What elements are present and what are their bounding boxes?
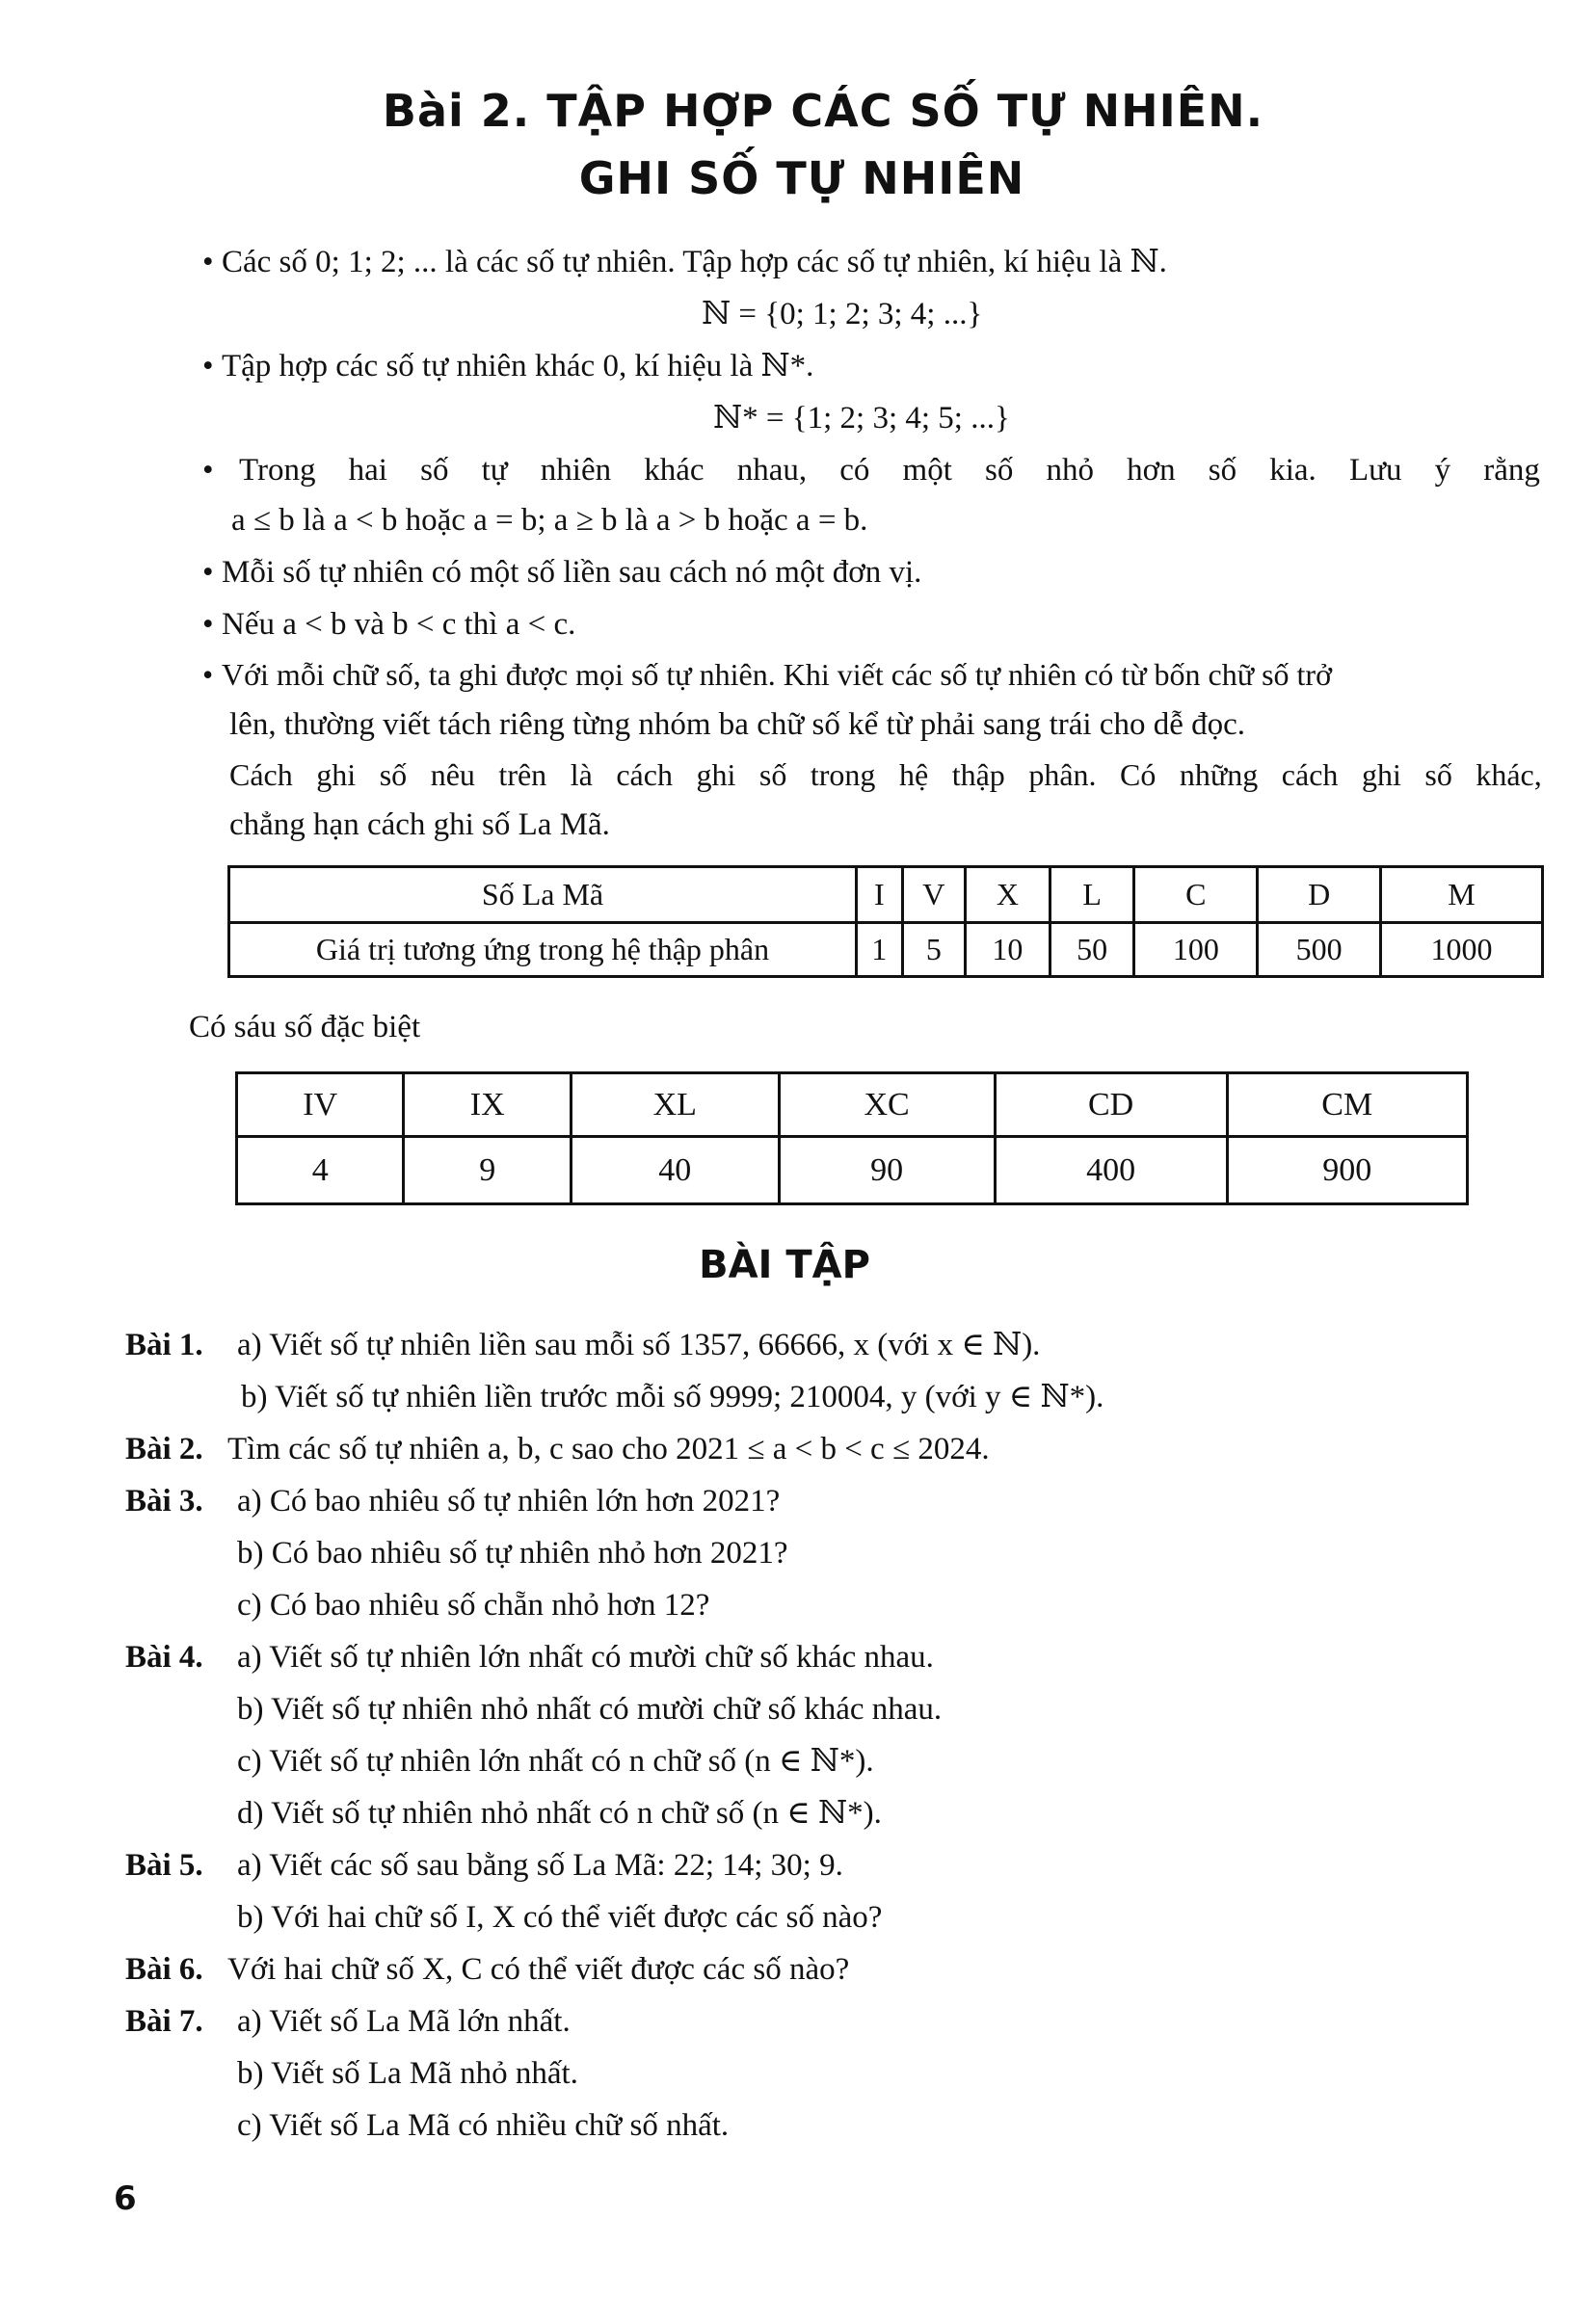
exercise-text: Với hai chữ số X, C có thể viết được các số nào?: [227, 1952, 850, 1987]
word: kia.: [1269, 453, 1316, 488]
decimal-value-cell: 100: [1134, 923, 1258, 977]
decimal-value-cell: 1000: [1381, 923, 1543, 977]
word: số: [379, 757, 408, 792]
roman-symbol-cell: XC: [779, 1073, 995, 1137]
word: phân.: [1028, 757, 1097, 792]
roman-symbol-cell: L: [1050, 867, 1134, 923]
word: Có: [1120, 757, 1157, 792]
exercise-text: a) Viết các số sau bằng số La Mã: 22; 14; 30; 9.: [237, 1848, 843, 1883]
theory-text: Tập hợp các số tự nhiên khác 0, kí hiệu là ℕ*.: [222, 349, 814, 383]
special-numbers-intro: Có sáu số đặc biệt: [189, 1010, 421, 1044]
exercise-5b: b) Với hai chữ số I, X có thể viết được các số nào?: [237, 1900, 883, 1935]
exercise-label: Bài 1.: [125, 1328, 203, 1362]
bullet-icon: •: [202, 245, 214, 279]
theory-bullet-6-cont: lên, thường viết tách riêng từng nhóm ba chữ số kể từ phải sang trái cho dễ đọc.: [229, 707, 1245, 742]
decimal-value-cell: 4: [237, 1137, 404, 1204]
word: ghi: [1361, 757, 1401, 792]
roman-symbol-cell: C: [1134, 867, 1258, 923]
exercise-text: a) Viết số tự nhiên liền sau mỗi số 1357, 66666, x (với x ∈ ℕ).: [237, 1328, 1041, 1362]
decimal-value-cell: 10: [966, 923, 1050, 977]
word: khác,: [1476, 757, 1542, 792]
exercise-4b: b) Viết số tự nhiên nhỏ nhất có mười chữ số khác nhau.: [237, 1692, 943, 1727]
theory-bullet-4: [202, 553, 921, 592]
exercise-label: Bài 4.: [125, 1640, 203, 1675]
word: số: [420, 453, 449, 488]
exercise-4c: c) Viết số tự nhiên lớn nhất có n chữ số (n ∈ ℕ*).: [237, 1744, 874, 1779]
special-roman-table: [235, 1071, 1469, 1205]
exercise-7a: [125, 2002, 571, 2041]
roman-intro-line: [229, 755, 1542, 794]
word: những: [1179, 757, 1259, 792]
word: số: [985, 453, 1014, 488]
word: Cách: [229, 757, 293, 792]
exercise-text: a) Viết số La Mã lớn nhất.: [237, 2004, 571, 2039]
exercise-3a: [125, 1482, 780, 1520]
roman-symbol-cell: D: [1258, 867, 1381, 923]
decimal-value-cell: 400: [995, 1137, 1227, 1204]
theory-bullet-3-line: [239, 451, 1540, 489]
word: là: [570, 757, 593, 792]
theory-bullet-3-cont: a ≤ b là a < b hoặc a = b; a ≥ b là a > b hoặc a = b.: [231, 503, 868, 538]
lesson-title-line1: Bài 2. TẬP HỢP CÁC SỐ TỰ NHIÊN.: [382, 85, 1264, 137]
bullet-icon: •: [202, 555, 214, 590]
word: số: [1424, 757, 1452, 792]
theory-bullet-3: [202, 451, 222, 489]
exercise-7c: c) Viết số La Mã có nhiều chữ số nhất.: [237, 2108, 730, 2143]
word: trong: [810, 757, 876, 792]
word: cách: [616, 757, 673, 792]
word: nhau,: [736, 453, 808, 488]
exercise-7b: b) Viết số La Mã nhỏ nhất.: [237, 2056, 578, 2091]
roman-symbol-cell: I: [857, 867, 903, 923]
roman-symbol-cell: CM: [1227, 1073, 1468, 1137]
decimal-value-cell: 9: [404, 1137, 571, 1204]
roman-symbol-cell: V: [902, 867, 965, 923]
exercise-text: Tìm các số tự nhiên a, b, c sao cho 2021 ≤ a < b < c ≤ 2024.: [227, 1432, 990, 1466]
exercise-text: a) Có bao nhiêu số tự nhiên lớn hơn 2021?: [237, 1484, 781, 1519]
decimal-value-cell: 50: [1050, 923, 1134, 977]
roman-symbol-cell: XL: [571, 1073, 779, 1137]
exercise-2: [125, 1430, 990, 1468]
lesson-title-line2: GHI SỐ TỰ NHIÊN: [578, 152, 1025, 204]
decimal-value-cell: 1: [857, 923, 903, 977]
bullet-icon: •: [202, 607, 214, 642]
word: số: [758, 757, 787, 792]
exercise-label: Bài 6.: [125, 1952, 203, 1987]
bullet-icon: •: [202, 657, 214, 692]
theory-bullet-6: [202, 655, 1332, 694]
word: hệ: [898, 757, 929, 792]
word: nhỏ: [1046, 453, 1095, 488]
word: nêu: [430, 757, 475, 792]
roman-symbol-cell: IV: [237, 1073, 404, 1137]
theory-text: Nếu a < b và b < c thì a < c.: [222, 607, 576, 642]
word: hai: [348, 453, 387, 488]
exercise-6: [125, 1950, 849, 1989]
decimal-value-cell: 90: [779, 1137, 995, 1204]
exercise-label: Bài 2.: [125, 1432, 203, 1466]
roman-symbol-cell: IX: [404, 1073, 571, 1137]
word: Lưu: [1348, 453, 1402, 488]
word: có: [839, 453, 870, 488]
word: cách: [1281, 757, 1339, 792]
exercise-label: Bài 3.: [125, 1484, 203, 1519]
word: ghi: [316, 757, 357, 792]
roman-symbol-cell: M: [1381, 867, 1543, 923]
exercise-1b: b) Viết số tự nhiên liền trước mỗi số 9999; 210004, y (với y ∈ ℕ*).: [241, 1380, 1104, 1414]
word: số: [1208, 453, 1237, 488]
theory-bullet-5: [202, 605, 575, 644]
table-header-cell: Giá trị tương ứng trong hệ thập phân: [229, 923, 857, 977]
exercises-heading: BÀI TẬP: [699, 1243, 870, 1287]
word: ý: [1434, 453, 1451, 488]
exercise-5a: [125, 1846, 843, 1885]
theory-text: Với mỗi chữ số, ta ghi được mọi số tự nhiên. Khi viết các số tự nhiên có từ bốn chữ số trở: [222, 657, 1332, 692]
exercise-3c: c) Có bao nhiêu số chẵn nhỏ hơn 12?: [237, 1588, 710, 1623]
word: rằng: [1483, 453, 1540, 488]
decimal-value-cell: 500: [1258, 923, 1381, 977]
theory-bullet-2: [202, 347, 813, 385]
roman-symbol-cell: X: [966, 867, 1050, 923]
exercise-text: a) Viết số tự nhiên lớn nhất có mười chữ số khác nhau.: [237, 1640, 934, 1675]
bullet-icon: •: [202, 349, 214, 383]
theory-text: Các số 0; 1; 2; ... là các số tự nhiên. Tập hợp các số tự nhiên, kí hiệu là ℕ.: [222, 245, 1167, 279]
bullet-icon: •: [202, 453, 214, 488]
theory-text: Mỗi số tự nhiên có một số liền sau cách nó một đơn vị.: [222, 555, 922, 590]
word: khác: [644, 453, 705, 488]
decimal-value-cell: 40: [571, 1137, 779, 1204]
exercise-label: Bài 5.: [125, 1848, 203, 1883]
exercise-3b: b) Có bao nhiêu số tự nhiên nhỏ hơn 2021?: [237, 1536, 788, 1571]
roman-numeral-table: [227, 865, 1544, 978]
natural-set-formula: ℕ = {0; 1; 2; 3; 4; ...}: [702, 297, 983, 331]
exercise-4d: d) Viết số tự nhiên nhỏ nhất có n chữ số (n ∈ ℕ*).: [237, 1796, 882, 1831]
word: thập: [951, 757, 1005, 792]
theory-bullet-1: [202, 243, 1167, 281]
natural-star-set-formula: ℕ* = {1; 2; 3; 4; 5; ...}: [713, 401, 1010, 436]
word: nhiên: [540, 453, 612, 488]
decimal-value-cell: 5: [902, 923, 965, 977]
exercise-1a: [125, 1326, 1040, 1364]
word: hơn: [1127, 453, 1176, 488]
word: tự: [481, 453, 508, 488]
decimal-value-cell: 900: [1227, 1137, 1468, 1204]
exercise-4a: [125, 1638, 934, 1677]
word: ghi: [696, 757, 736, 792]
table-header-cell: Số La Mã: [229, 867, 857, 923]
roman-intro-cont: chẳng hạn cách ghi số La Mã.: [229, 807, 610, 842]
exercise-label: Bài 7.: [125, 2004, 203, 2039]
roman-symbol-cell: CD: [995, 1073, 1227, 1137]
word: một: [902, 453, 952, 488]
word: trên: [498, 757, 547, 792]
word: Trong: [239, 453, 316, 488]
page-number: 6: [114, 2179, 137, 2218]
